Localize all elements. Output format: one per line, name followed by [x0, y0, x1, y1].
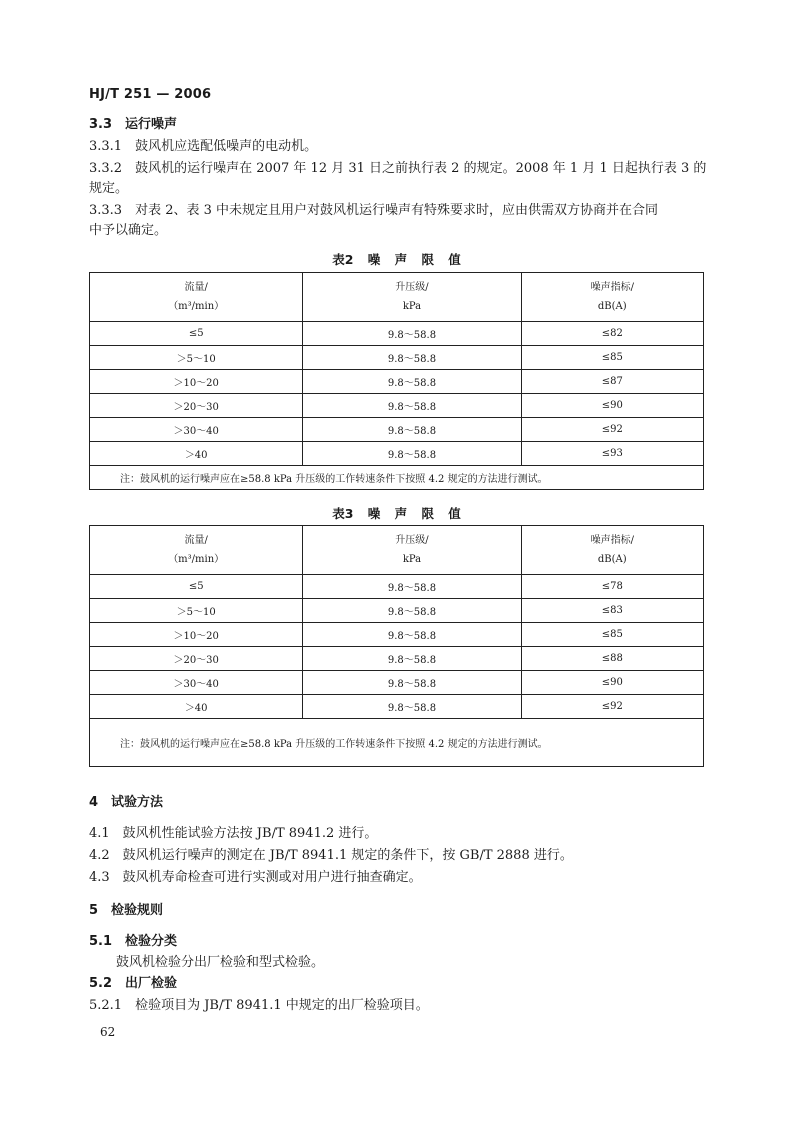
standard-code-header: HJ/T 251 — 2006: [89, 87, 212, 102]
table-cell: ≤85: [521, 346, 703, 370]
table-cell: ＞10～20: [90, 623, 303, 647]
table3-noise-limits: [89, 525, 704, 767]
table3-title: 表3 噪 声 限 值: [332, 506, 461, 521]
table-row: [90, 418, 704, 442]
table-cell: ≤78: [521, 575, 703, 599]
table2-note-row: [90, 466, 704, 490]
table-cell: ＞30～40: [90, 671, 303, 695]
table2-note: 注：鼓风机的运行噪声应在≥58.8 kPa 升压级的工作转速条件下按照 4.2 规定的方法进行测试。: [90, 466, 704, 490]
table-cell: ＞5～10: [90, 599, 303, 623]
clause-4-1: 4.1 鼓风机性能试验方法按 JB/T 8941.2 进行。: [89, 826, 378, 841]
table2-title: 表2 噪 声 限 值: [332, 252, 461, 267]
table-cell: ＞5～10: [90, 346, 303, 370]
table-row: [90, 671, 704, 695]
table2-header-noise: 噪声指标/ dB(A): [521, 273, 703, 322]
table3-note-row: [90, 719, 704, 767]
table-cell: ＞30～40: [90, 418, 303, 442]
table3-header-pressure: 升压级/ kPa: [303, 526, 521, 575]
section-4-title: 4 试验方法: [89, 795, 164, 810]
table-cell: 9.8～58.8: [303, 647, 521, 671]
table2-header-pressure: 升压级/ kPa: [303, 273, 521, 322]
clause-3-3-3-line1: 3.3.3 对表 2、表 3 中未规定且用户对鼓风机运行噪声有特殊要求时，应由供需双方协商并在合同: [89, 203, 659, 218]
table-row: [90, 346, 704, 370]
clause-3-3-3-line2: 中予以确定。: [89, 223, 168, 238]
table-cell: ＞20～30: [90, 647, 303, 671]
clause-3-3-2-line1: 3.3.2 鼓风机的运行噪声在 2007 年 12 月 31 日之前执行表 2 的规定。2008 年 1 月 1 日起执行表 3 的: [89, 161, 707, 176]
table-cell: 9.8～58.8: [303, 695, 521, 719]
page-number: 62: [100, 1025, 116, 1039]
table-row: [90, 599, 704, 623]
table-cell: 9.8～58.8: [303, 575, 521, 599]
table-cell: ≤83: [521, 599, 703, 623]
table-cell: ≤90: [521, 671, 703, 695]
table-cell: ≤87: [521, 370, 703, 394]
table-row: [90, 623, 704, 647]
table-cell: 9.8～58.8: [303, 671, 521, 695]
clause-5-1-text: 鼓风机检验分出厂检验和型式检验。: [116, 955, 325, 970]
clause-3-3-1: 3.3.1 鼓风机应选配低噪声的电动机。: [89, 139, 318, 154]
table-row: [90, 695, 704, 719]
table-cell: ≤82: [521, 322, 703, 346]
table2-header-flow: 流量/ （m³/min）: [90, 273, 303, 322]
table-cell: 9.8～58.8: [303, 394, 521, 418]
table-row: [90, 575, 704, 599]
table-cell: 9.8～58.8: [303, 623, 521, 647]
table-cell: 9.8～58.8: [303, 322, 521, 346]
table-cell: ≤90: [521, 394, 703, 418]
table3-header-row: [90, 526, 704, 575]
table-row: [90, 442, 704, 466]
clause-4-3: 4.3 鼓风机寿命检查可进行实测或对用户进行抽查确定。: [89, 870, 422, 885]
table2-header-row: [90, 273, 704, 322]
table-cell: ＞40: [90, 695, 303, 719]
table-cell: ≤92: [521, 418, 703, 442]
table-cell: ≤88: [521, 647, 703, 671]
table-cell: 9.8～58.8: [303, 599, 521, 623]
table-cell: 9.8～58.8: [303, 346, 521, 370]
table-cell: ≤5: [90, 575, 303, 599]
clause-5-1-title: 5.1 检验分类: [89, 934, 178, 949]
clause-5-2-title: 5.2 出厂检验: [89, 976, 178, 991]
clause-3-3-2-line2: 规定。: [89, 181, 129, 196]
table-row: [90, 647, 704, 671]
table-row: [90, 322, 704, 346]
clause-5-2-1: 5.2.1 检验项目为 JB/T 8941.1 中规定的出厂检验项目。: [89, 998, 429, 1013]
table-row: [90, 370, 704, 394]
table-cell: ≤93: [521, 442, 703, 466]
section-5-title: 5 检验规则: [89, 903, 164, 918]
section-3-3-title: 3.3 运行噪声: [89, 117, 178, 132]
table3-note: 注：鼓风机的运行噪声应在≥58.8 kPa 升压级的工作转速条件下按照 4.2 规定的方法进行测试。: [90, 719, 704, 767]
table-cell: ＞20～30: [90, 394, 303, 418]
table-cell: ≤92: [521, 695, 703, 719]
table-cell: ＞40: [90, 442, 303, 466]
table-cell: 9.8～58.8: [303, 442, 521, 466]
table3-header-noise: 噪声指标/ dB(A): [521, 526, 703, 575]
table-cell: 9.8～58.8: [303, 418, 521, 442]
table-row: [90, 394, 704, 418]
table-cell: 9.8～58.8: [303, 370, 521, 394]
table2-noise-limits: [89, 272, 704, 490]
clause-4-2: 4.2 鼓风机运行噪声的测定在 JB/T 8941.1 规定的条件下，按 GB/T 2888 进行。: [89, 848, 573, 863]
table-cell: ＞10～20: [90, 370, 303, 394]
table-cell: ≤5: [90, 322, 303, 346]
table3-header-flow: 流量/ （m³/min）: [90, 526, 303, 575]
table-cell: ≤85: [521, 623, 703, 647]
